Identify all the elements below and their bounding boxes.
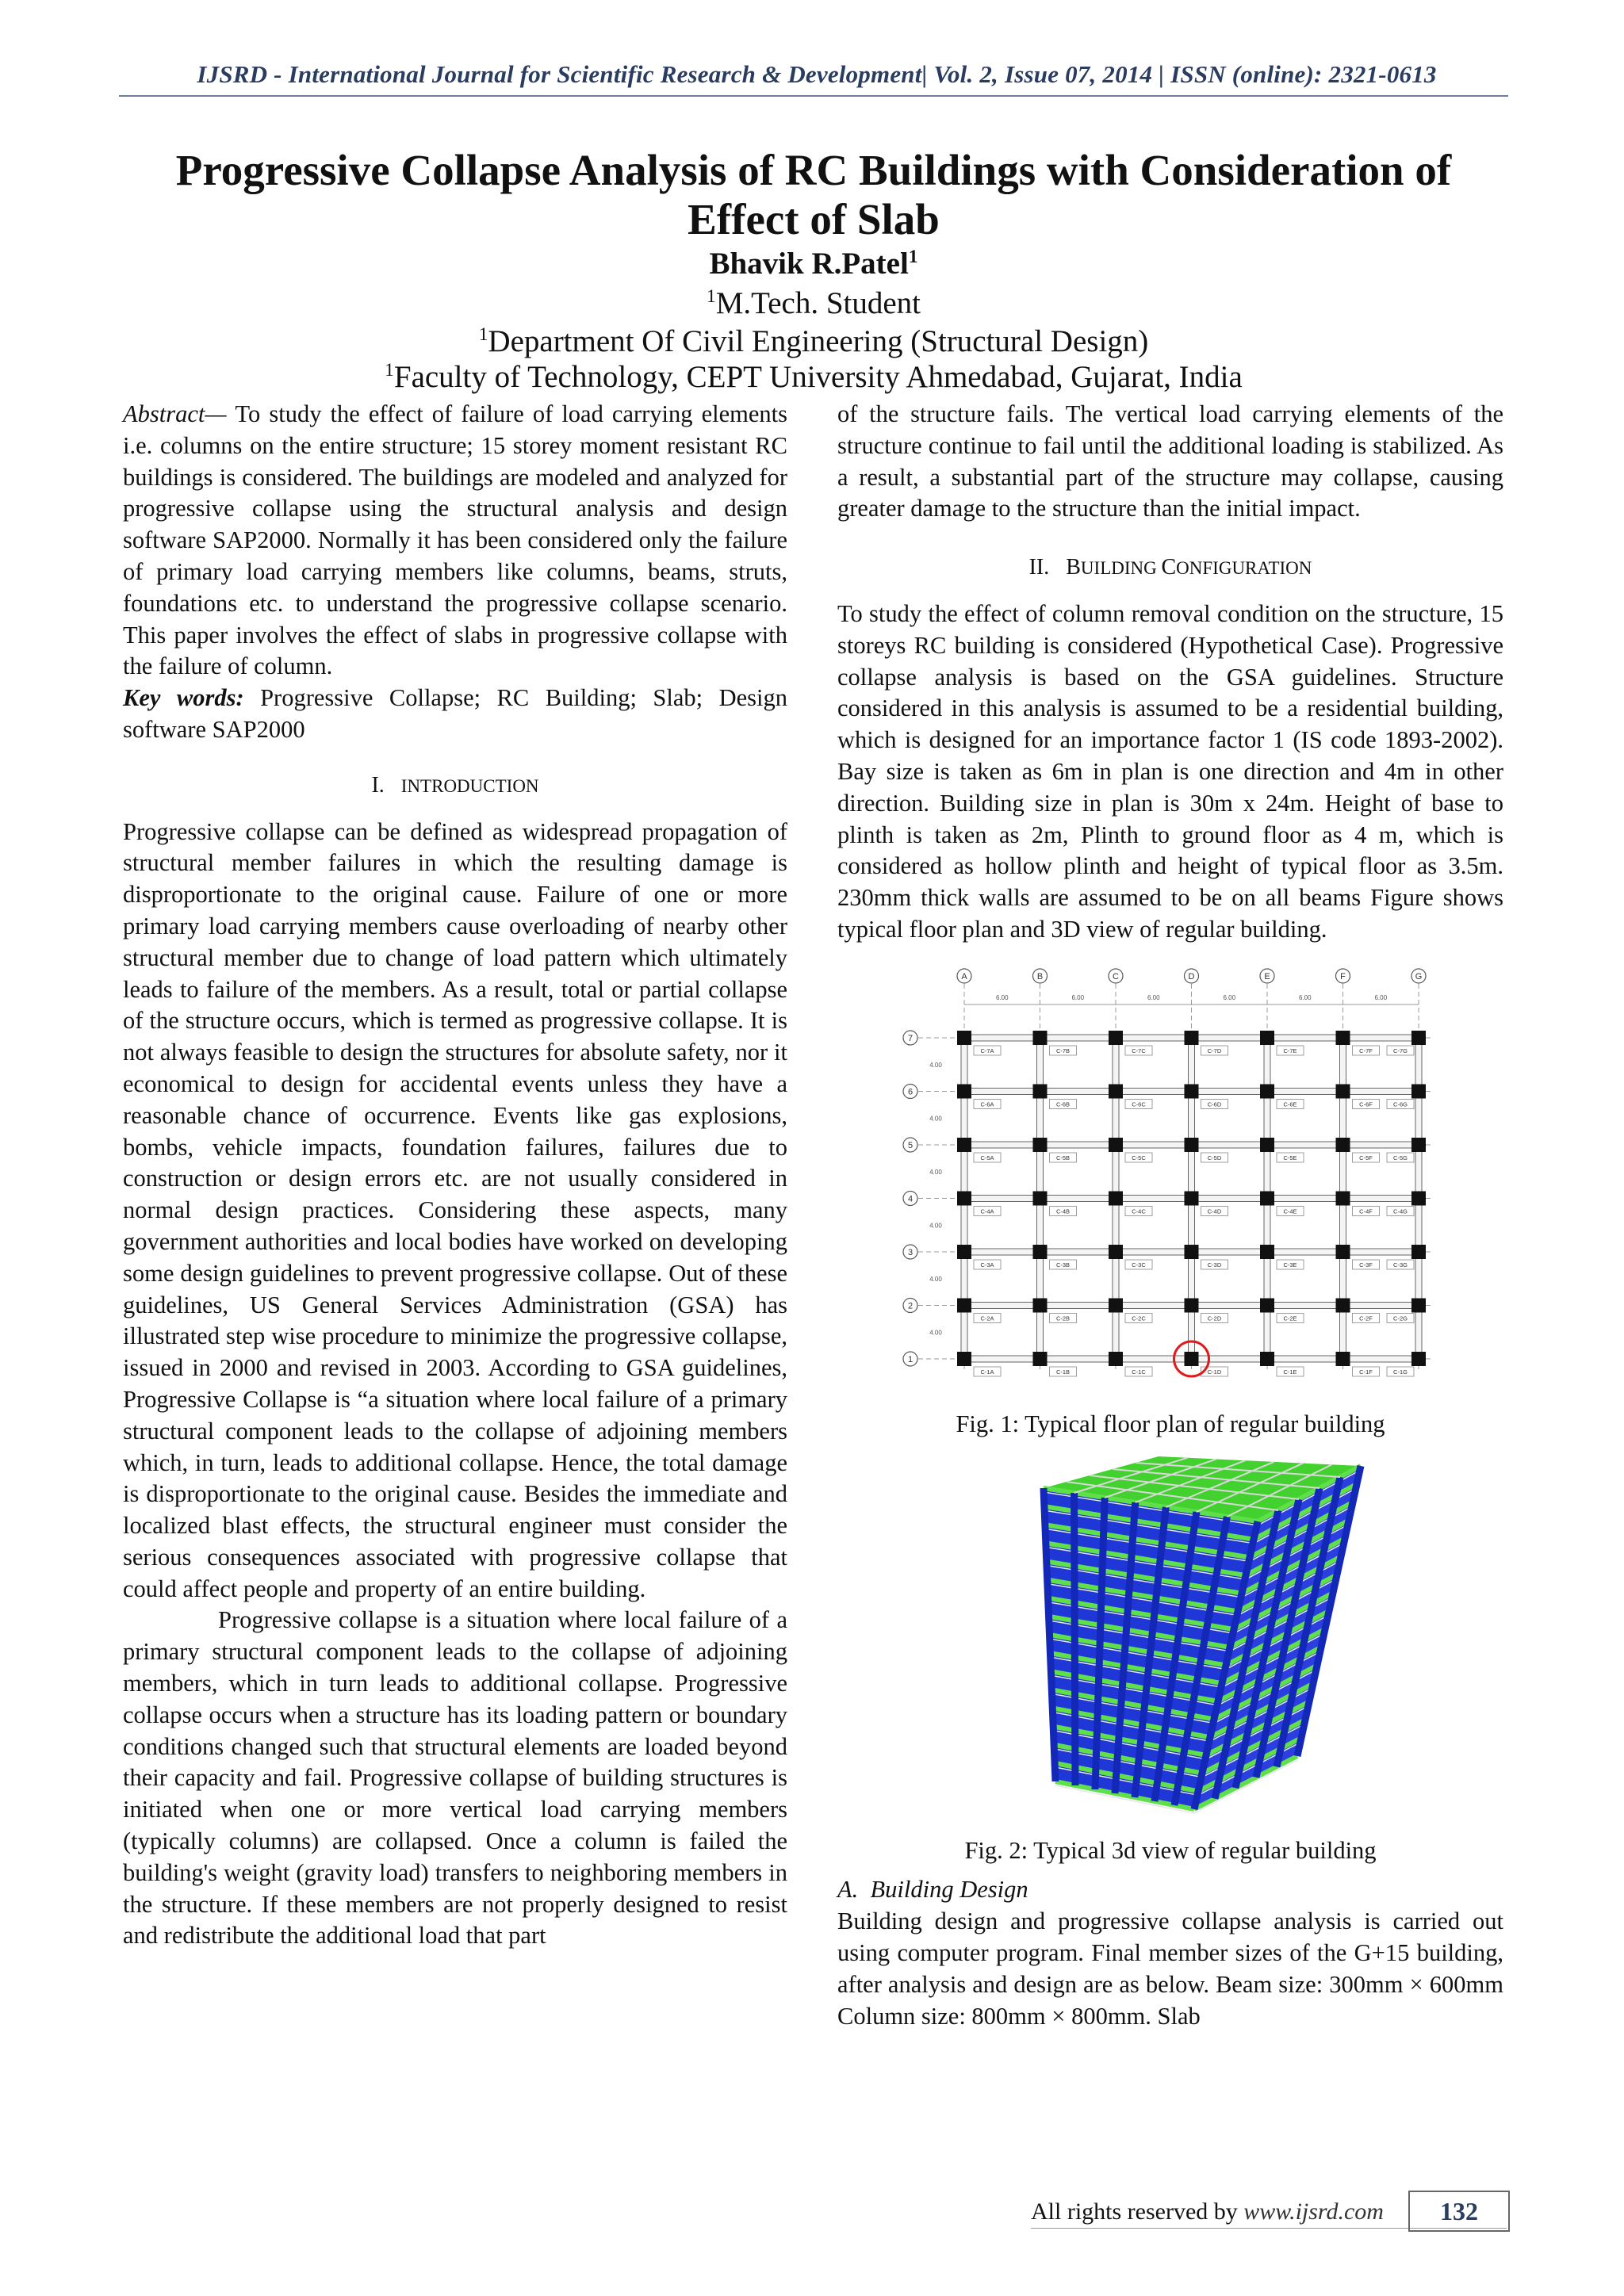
column-label: C-7C (1132, 1047, 1146, 1054)
sc-rest: ONFIGURATION (1176, 558, 1312, 579)
column-C-5F (1336, 1138, 1350, 1152)
column-label: C-3G (1393, 1261, 1408, 1269)
column-label: C-7B (1055, 1047, 1071, 1054)
grid-number: 5 (907, 1140, 914, 1150)
dimension-y: 4.00 (929, 1115, 942, 1122)
column-label: C-2A (980, 1314, 994, 1322)
dimension-y: 4.00 (929, 1329, 942, 1336)
column-C-5C (1109, 1138, 1123, 1152)
grid-letter: C (1113, 971, 1119, 982)
sc-cap: C (1161, 555, 1177, 580)
abstract-text: To study the effect of failure of load carrying elements i.e. columns on the entire structure; 15 storey moment resistant RC buildings is considered. The buildings are modeled and analyzed for progressive collapse using the structural analysis and design software SAP2000. Normally it has been considered only the failure of primary load carrying members like columns, beams, struts, foundations etc. to understand the progressive collapse scenario. This paper involves the effect of slabs in progressive collapse with the failure of column. (123, 400, 787, 680)
section-heading-introduction (123, 770, 787, 802)
author-sup: 1 (908, 247, 918, 267)
affiliation-3 (119, 359, 1508, 395)
subsection-number: A. (837, 1876, 859, 1904)
column-label: C-3A (980, 1261, 994, 1269)
dimension-y: 4.00 (929, 1061, 942, 1069)
column-C-3C (1109, 1245, 1123, 1259)
column-C-1G (1411, 1352, 1426, 1366)
affil-sup: 1 (706, 286, 716, 307)
dimension-y: 4.00 (929, 1275, 942, 1283)
column-C-1F (1336, 1352, 1350, 1366)
column-label: C-3E (1283, 1261, 1297, 1269)
column-C-1A (957, 1352, 971, 1366)
column-label: C-4G (1393, 1207, 1408, 1215)
column-C-7A (957, 1031, 971, 1045)
section-title: INTRODUCTION (400, 775, 539, 796)
column-C-6G (1411, 1084, 1426, 1098)
column-C-7E (1260, 1031, 1274, 1045)
column-C-4A (957, 1191, 971, 1205)
dimension-x: 6.00 (1374, 993, 1388, 1001)
affil-text: M.Tech. Student (715, 286, 921, 320)
sc-cap: B (1066, 555, 1081, 580)
column-label: C-7A (980, 1047, 994, 1054)
dimension-y: 4.00 (929, 1222, 942, 1229)
column-C-6F (1336, 1084, 1350, 1098)
column-label: C-7D (1207, 1047, 1222, 1054)
dimension-x: 6.00 (1223, 993, 1236, 1001)
column-label: C-7F (1359, 1047, 1373, 1054)
column-label: C-6G (1393, 1100, 1408, 1108)
dimension-x: 6.00 (1147, 993, 1160, 1001)
affil-text: Faculty of Technology, CEPT University Ahmedabad, Gujarat, India (393, 360, 1243, 394)
column-C-7G (1411, 1031, 1426, 1045)
column-label: C-3C (1132, 1261, 1146, 1269)
column-C-7F (1336, 1031, 1350, 1045)
keywords (123, 683, 787, 746)
column-C-3B (1033, 1245, 1048, 1259)
column-label: C-1E (1283, 1368, 1297, 1376)
grid-number: 2 (907, 1301, 914, 1311)
intro-paragraph-2-continued: of the structure fails. The vertical load carrying elements of the structure continue to fail until the additional loading is stabilized. As a result, a substantial part of the structure may collapse, causing greater damage to the structure than the initial impact. (837, 400, 1503, 522)
column-label: C-4D (1207, 1207, 1222, 1215)
column-C-6D (1185, 1084, 1199, 1098)
abstract-label: Abstract (123, 400, 205, 427)
grid-letter: B (1036, 971, 1044, 982)
column-C-1B (1033, 1352, 1048, 1366)
column-C-3F (1336, 1245, 1350, 1259)
figure-2-3d-view (933, 1456, 1408, 1821)
column-C-3A (957, 1245, 971, 1259)
column-C-1E (1260, 1352, 1274, 1366)
column-C-5E (1260, 1138, 1274, 1152)
column-C-2D (1185, 1298, 1199, 1312)
column-C-3D (1185, 1245, 1199, 1259)
column-C-5A (957, 1138, 971, 1152)
column-label: C-2C (1132, 1314, 1146, 1322)
column-C-4G (1411, 1191, 1426, 1205)
column-label: C-1C (1132, 1368, 1146, 1376)
right-column (837, 399, 1503, 2032)
column-label: C-3F (1359, 1261, 1373, 1269)
affil-text: Department Of Civil Engineering (Structural Design) (488, 324, 1149, 358)
column-label: C-5C (1132, 1154, 1146, 1161)
column-C-4B (1033, 1191, 1048, 1205)
column-label: C-4A (980, 1207, 994, 1215)
column-C-4D (1185, 1191, 1199, 1205)
column-label: C-6C (1132, 1100, 1146, 1108)
column-label: C-2F (1359, 1314, 1373, 1322)
column-C-6A (957, 1084, 971, 1098)
column-label: C-7G (1393, 1047, 1408, 1054)
column-label: C-2E (1283, 1314, 1297, 1322)
column-label: C-2D (1207, 1314, 1222, 1322)
column-C-3G (1411, 1245, 1426, 1259)
section-heading-building-configuration (837, 552, 1503, 584)
subsection-heading-building-design (837, 1874, 1503, 1906)
column-label: C-4B (1055, 1207, 1071, 1215)
grid-number: 6 (907, 1087, 914, 1097)
column-label: C-5A (980, 1154, 994, 1161)
column-C-7C (1109, 1031, 1123, 1045)
column-label: C-2G (1393, 1314, 1408, 1322)
column-label: C-5D (1207, 1154, 1222, 1161)
column-label: C-6E (1283, 1100, 1297, 1108)
grid-letter: E (1264, 971, 1270, 982)
column-C-4C (1109, 1191, 1123, 1205)
column-C-5G (1411, 1138, 1426, 1152)
grid-number: 4 (907, 1194, 914, 1204)
column-label: C-2B (1055, 1314, 1071, 1322)
section-number: II. (1028, 555, 1050, 580)
column-label: C-6D (1207, 1100, 1222, 1108)
column-C-4F (1336, 1191, 1350, 1205)
abstract: Abstract— To study the effect of failure of load carrying elements i.e. columns on the entire structure; 15 storey moment resistant RC buildings is considered. The buildings are modeled and analyzed for progressive collapse using the structural analysis and design software SAP2000. Normally it has been considered only the failure of primary load carrying members like columns, beams, struts, foundations etc. to understand the progressive collapse scenario. This paper involves the effect of slabs in progressive collapse with the failure of column. (123, 400, 787, 680)
page-number: 132 (1408, 2191, 1510, 2232)
footer-rights (1031, 2198, 1384, 2225)
column-label: C-3B (1055, 1261, 1071, 1269)
column-C-1D (1185, 1352, 1199, 1366)
affiliation-2 (119, 323, 1508, 359)
grid-letter: F (1340, 971, 1346, 982)
column-C-7B (1033, 1031, 1048, 1045)
sc-rest: UILDING (1080, 558, 1162, 579)
footer-rights-text: All rights reserved by (1031, 2198, 1244, 2225)
author-name: Bhavik R.Patel (709, 247, 909, 281)
figure-1-caption: Fig. 1: Typical floor plan of regular building (956, 1410, 1385, 1437)
column-label: C-5G (1393, 1154, 1408, 1161)
affil-sup: 1 (478, 324, 488, 345)
column-label: C-1B (1055, 1368, 1071, 1376)
dimension-x: 6.00 (1071, 993, 1085, 1001)
affiliation-1 (119, 285, 1508, 321)
column-label: C-7E (1283, 1047, 1297, 1054)
intro-paragraph-2: Progressive collapse is a situation where local failure of a primary structural component leads to the collapse of adjoining members, which in turn leads to additional collapse. Progressive collapse occurs when a structure has its loading pattern or boundary conditions changed such that structural elements are loaded beyond their capacity and fail. Progressive collapse of building structures is initiated when one or more vertical load carrying members (typically columns) are collapsed. Once a column is failed the building's weight (gravity load) transfers to neighboring members in the structure. If these members are not properly designed to resist and redistribute the additional load that part (123, 1606, 787, 1950)
grid-number: 3 (907, 1247, 914, 1257)
column-label: C-5B (1055, 1154, 1071, 1161)
column-label: C-1F (1359, 1368, 1373, 1376)
footer-url[interactable]: www.ijsrd.com (1243, 2198, 1384, 2225)
column-label: C-5E (1283, 1154, 1297, 1161)
left-column (123, 399, 787, 1952)
column-label: C-1G (1393, 1368, 1408, 1376)
column-C-1C (1109, 1352, 1123, 1366)
paper-title: Progressive Collapse Analysis of RC Buildings with Consideration of Effect of Slab (175, 146, 1452, 243)
column-C-2A (957, 1298, 971, 1312)
keywords-label: Key words: (123, 684, 244, 712)
column-C-5D (1185, 1138, 1199, 1152)
column-left-face (1074, 1493, 1075, 1785)
column-C-4E (1260, 1191, 1274, 1205)
figure-2-caption: Fig. 2: Typical 3d view of regular building (964, 1836, 1377, 1864)
column-label: C-4C (1132, 1207, 1146, 1215)
affil-sup: 1 (385, 360, 394, 381)
floor-plan-svg (893, 959, 1448, 1402)
column-label: C-4F (1359, 1207, 1373, 1215)
column-C-2G (1411, 1298, 1426, 1312)
journal-header: IJSRD - International Journal for Scientific Research & Development| Vol. 2, Issue 07, 2014 | ISSN (online): 2321-0613 (197, 60, 1437, 88)
column-label: C-4E (1283, 1207, 1297, 1215)
grid-number: 1 (907, 1354, 914, 1364)
column-label: C-6A (980, 1100, 994, 1108)
dimension-x: 6.00 (1298, 993, 1312, 1001)
building-3d-svg (933, 1456, 1408, 1821)
column-C-5B (1033, 1138, 1048, 1152)
dimension-y: 4.00 (929, 1168, 942, 1176)
column-C-2B (1033, 1298, 1048, 1312)
grid-letter: G (1415, 971, 1423, 982)
column-C-6B (1033, 1084, 1048, 1098)
column-label: C-1A (980, 1368, 994, 1376)
column-label: C-6F (1359, 1100, 1373, 1108)
subsection-title: Building Design (870, 1876, 1028, 1904)
column-C-2E (1260, 1298, 1274, 1312)
grid-number: 7 (907, 1033, 914, 1043)
config-paragraph: To study the effect of column removal condition on the structure, 15 storeys RC building is considered (Hypothetical Case). Progressive collapse analysis is based on the GSA guidelines. Structure considered in this analysis is assumed to be a residential building, which is designed for an importance factor 1 (IS code 1893-2002). Bay size is taken as 6m in plan is one direction and 4m in other direction. Building size in plan is 30m x 24m. Height of base to plinth is taken as 2m, Plinth to ground floor as 4 m, which is considered as hollow plinth and height of typical floor as 3.5m. 230mm thick walls are assumed to be on all beams Figure shows typical floor plan and 3D view of regular building. (837, 599, 1503, 943)
column-label: C-6B (1055, 1100, 1071, 1108)
keywords-text: Progressive Collapse; RC Building; Slab; Design software SAP2000 (123, 684, 787, 743)
column-label: C-1D (1207, 1368, 1222, 1376)
intro-paragraph-1: Progressive collapse can be defined as widespread propagation of structural member failures in which the resulting damage is disproportionate to the original cause. Failure of one or more primary load carrying members cause overloading of nearby other structural member due to change of load pattern which ultimately leads to failure of the members. As a result, total or partial collapse of the structure occurs, which is termed as progressive collapse. It is not always feasible to design the structures for absolute safety, nor it economical to design for accidental events unless they have a reasonable chance of occurrence. Events like gas explosions, bombs, vehicle impacts, foundation failures, failures due to construction or design errors etc. are not usually considered in normal design practices. Considering these aspects, many government authorities and local bodies have worked on developing some design guidelines to prevent progressive collapse. Out of these guidelines, US General Services Administration (GSA) has illustrated step wise procedure to minimize the progressive collapse, issued in 2000 and revised in 2003. According to GSA guidelines, Progressive Collapse is “a situation where local failure of a primary structural component leads to the collapse of adjoining members which, in turn, leads to additional collapse. Hence, the total damage is disproportionate to the original cause. Besides the immediate and localized blast effects, the structural engineer must consider the serious consequences associated with progressive collapse that could affect people and property of an entire building. (123, 817, 787, 1602)
column-C-2F (1336, 1298, 1350, 1312)
section-number: I. (371, 772, 385, 798)
author (119, 246, 1508, 281)
header-rule (119, 95, 1508, 97)
column-label: C-3D (1207, 1261, 1222, 1269)
column-C-6C (1109, 1084, 1123, 1098)
column-C-6E (1260, 1084, 1274, 1098)
column-C-2C (1109, 1298, 1123, 1312)
grid-letter: D (1188, 971, 1195, 982)
grid-letter: A (961, 971, 967, 982)
column-label: C-5F (1359, 1154, 1373, 1161)
column-C-3E (1260, 1245, 1274, 1259)
dimension-x: 6.00 (995, 993, 1009, 1001)
column-C-7D (1185, 1031, 1199, 1045)
figure-1-floor-plan (893, 959, 1448, 1402)
design-paragraph: Building design and progressive collapse analysis is carried out using computer program. Final member sizes of the G+15 building, after analysis and design are as below. Beam size: 300mm × 600mm Column size: 800mm × 800mm. Slab (837, 1908, 1503, 2030)
